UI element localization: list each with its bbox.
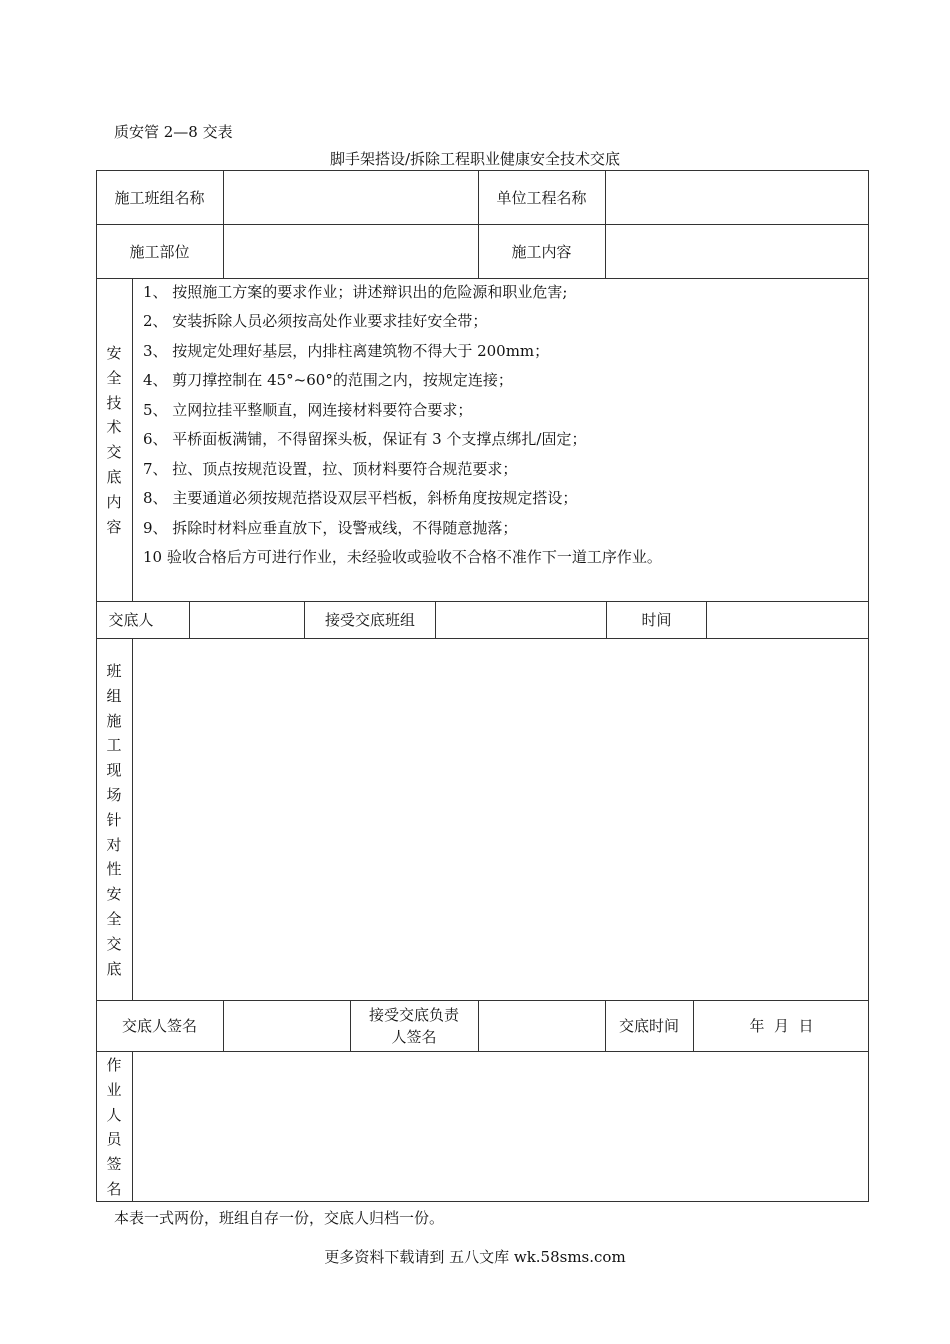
workers-side-label — [96, 1053, 132, 1202]
team-name-label: 施工班组名称 — [114, 188, 205, 207]
col-divider — [132, 278, 133, 601]
side-label-char: 安 — [106, 344, 122, 362]
side-label-char: 术 — [106, 418, 122, 437]
side-label-char: 对 — [106, 835, 122, 854]
handover-time-label: 时间 — [641, 611, 672, 629]
safety-side-label — [96, 341, 132, 539]
side-label-char: 签 — [106, 1155, 122, 1174]
receiver-sign-label-line1: 接受交底负责 — [368, 1005, 459, 1024]
side-label-char: 交 — [106, 443, 122, 462]
handover-date-label: 交底时间 — [618, 1017, 679, 1035]
safety-item: 1、 按照施工方案的要求作业；讲述辩识出的危险源和职业危害; — [143, 283, 568, 301]
side-label-char: 底 — [106, 959, 122, 978]
content-field[interactable] — [606, 224, 869, 278]
handover-person-label: 交底人 — [108, 611, 154, 629]
safety-item: 7、 拉、顶点按规范设置，拉、顶材料要符合规范要求； — [143, 460, 518, 478]
onsite-content-area[interactable] — [133, 639, 869, 1000]
unit-project-field[interactable] — [606, 170, 869, 224]
side-label-char: 业 — [106, 1080, 122, 1099]
safety-item: 4、 剪刀撑控制在 45°~60°的范围之内，按规定连接； — [143, 371, 513, 389]
side-label-char: 容 — [106, 517, 122, 536]
side-label-char: 底 — [106, 467, 122, 486]
row-divider — [96, 278, 869, 279]
signer-label: 交底人签名 — [121, 1017, 197, 1035]
side-label-char: 员 — [106, 1130, 122, 1149]
safety-item: 6、 平桥面板满铺，不得留探头板，保证有 3 个支撑点绑扎/固定； — [143, 430, 587, 448]
footer-note: 本表一式两份，班组自存一份，交底人归档一份。 — [114, 1209, 445, 1227]
handover-person-field[interactable] — [190, 601, 304, 638]
side-label-char: 全 — [106, 909, 122, 928]
side-label-char: 名 — [106, 1179, 122, 1198]
content-label: 施工内容 — [511, 242, 572, 261]
form-code: 质安管 2—8 交表 — [114, 123, 233, 141]
location-field[interactable] — [224, 224, 478, 278]
side-label-char: 技 — [106, 393, 122, 412]
safety-item: 8、 主要通道必须按规范搭设双层平档板，斜桥角度按规定搭设； — [143, 489, 578, 507]
team-name-field[interactable] — [224, 170, 478, 224]
side-label-char: 施 — [106, 711, 122, 730]
side-label-char: 内 — [106, 492, 122, 511]
handover-date-field[interactable]: 年 月 日 — [749, 1017, 814, 1035]
safety-item: 3、 按规定处理好基层，内排柱离建筑物不得大于 200mm； — [143, 342, 550, 360]
workers-sign-area[interactable] — [133, 1052, 869, 1202]
receiver-sign-label-line2: 人签名 — [391, 1027, 437, 1046]
side-label-char: 安 — [106, 885, 122, 904]
form-title: 脚手架搭设/拆除工程职业健康安全技术交底 — [329, 150, 621, 168]
handover-team-field[interactable] — [436, 601, 606, 638]
side-label-char: 现 — [106, 761, 122, 780]
side-label-char: 班 — [106, 662, 122, 680]
side-label-char: 交 — [106, 934, 122, 953]
side-label-char: 针 — [106, 810, 122, 829]
side-label-char: 性 — [106, 860, 122, 879]
safety-item: 2、 安装拆除人员必须按高处作业要求挂好安全带； — [143, 312, 488, 330]
onsite-side-label — [96, 659, 132, 981]
safety-item: 10 验收合格后方可进行作业，未经验收或验收不合格不准作下一道工序作业。 — [143, 548, 662, 566]
location-label: 施工部位 — [129, 242, 190, 261]
side-label-char: 作 — [106, 1056, 122, 1074]
side-label-char: 工 — [106, 736, 122, 755]
safety-item: 9、 拆除时材料应垂直放下，设警戒线，不得随意抛落； — [143, 519, 518, 537]
unit-project-label: 单位工程名称 — [496, 188, 587, 207]
safety-item: 5、 立网拉挂平整顺直，网连接材料要符合要求； — [143, 401, 473, 419]
side-label-char: 场 — [106, 785, 122, 804]
signer-field[interactable] — [224, 1000, 350, 1051]
handover-team-label: 接受交底班组 — [324, 611, 415, 629]
promo-link[interactable]: 更多资料下载请到 五八文库 wk.58sms.com — [324, 1248, 626, 1266]
side-label-char: 全 — [106, 368, 122, 387]
handover-time-field[interactable] — [707, 601, 869, 638]
receiver-sign-field[interactable] — [479, 1000, 605, 1051]
receiver-sign-label — [350, 1000, 478, 1051]
side-label-char: 组 — [106, 686, 122, 705]
side-label-char: 人 — [106, 1105, 122, 1124]
